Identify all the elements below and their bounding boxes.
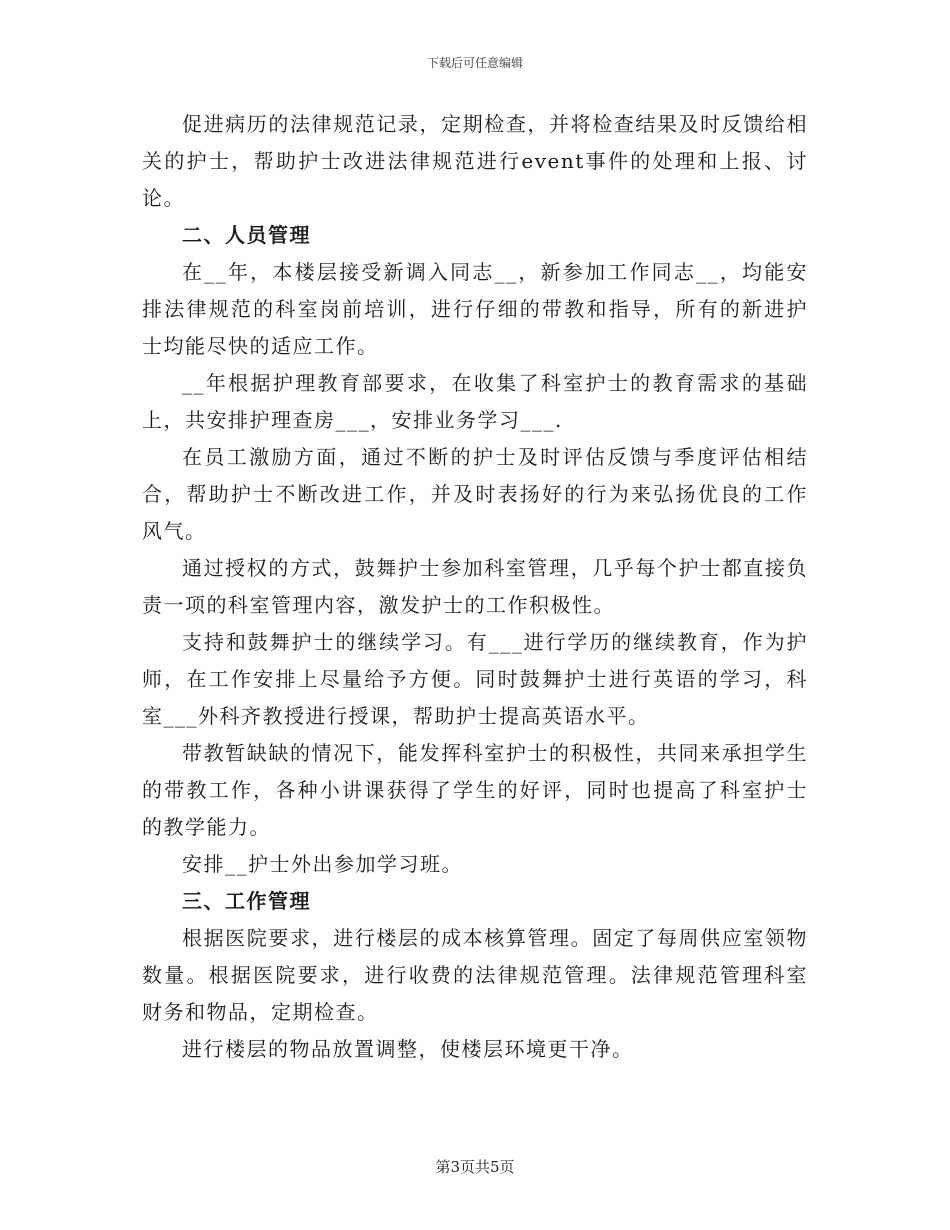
paragraph: 进行楼层的物品放置调整，使楼层环境更干净。 — [182, 1037, 634, 1061]
paragraph: __年根据护理教育部要求，在收集了科室护士的教育需求的基础上，共安排护理查房___，安排业务学习___. — [142, 371, 808, 432]
paragraph: 在员工激励方面，通过不断的护士及时评估反馈与季度评估相结合，帮助护士不断改进工作，并及时表扬好的行为来弘扬优良的工作风气。 — [142, 445, 808, 543]
paragraph: 带教暂缺缺的情况下，能发挥科室护士的积极性，共同来承担学生的带教工作，各种小讲课获得了学生的好评，同时也提高了科室护士的教学能力。 — [142, 741, 808, 839]
document-body — [142, 106, 808, 1068]
paragraph: 在__年，本楼层接受新调入同志__，新参加工作同志__，均能安排法律规范的科室岗前培训，进行仔细的带教和指导，所有的新进护士均能尽快的适应工作。 — [142, 260, 808, 358]
page-header: 下载后可任意编辑 — [426, 56, 523, 70]
paragraph: 支持和鼓舞护士的继续学习。有___进行学历的继续教育，作为护师，在工作安排上尽量给予方便。同时鼓舞护士进行英语的学习，科室___外科齐教授进行授课，帮助护士提高英语水平。 — [142, 630, 808, 728]
page-footer: 第3页共5页 — [435, 1158, 515, 1176]
paragraph: 安排__护士外出参加学习班。 — [182, 852, 463, 876]
paragraph: 根据医院要求，进行楼层的成本核算管理。固定了每周供应室领物数量。根据医院要求，进行收费的法律规范管理。法律规范管理科室财务和物品，定期检查。 — [142, 926, 808, 1024]
paragraph: 促进病历的法律规范记录，定期检查，并将检查结果及时反馈给相关的护士，帮助护士改进法律规范进行event事件的处理和上报、讨论。 — [142, 112, 808, 210]
paragraph: 通过授权的方式，鼓舞护士参加科室管理，几乎每个护士都直接负责一项的科室管理内容，激发护士的工作积极性。 — [142, 556, 808, 617]
section-heading: 二、人员管理 — [182, 223, 311, 247]
section-heading: 三、工作管理 — [182, 889, 311, 913]
